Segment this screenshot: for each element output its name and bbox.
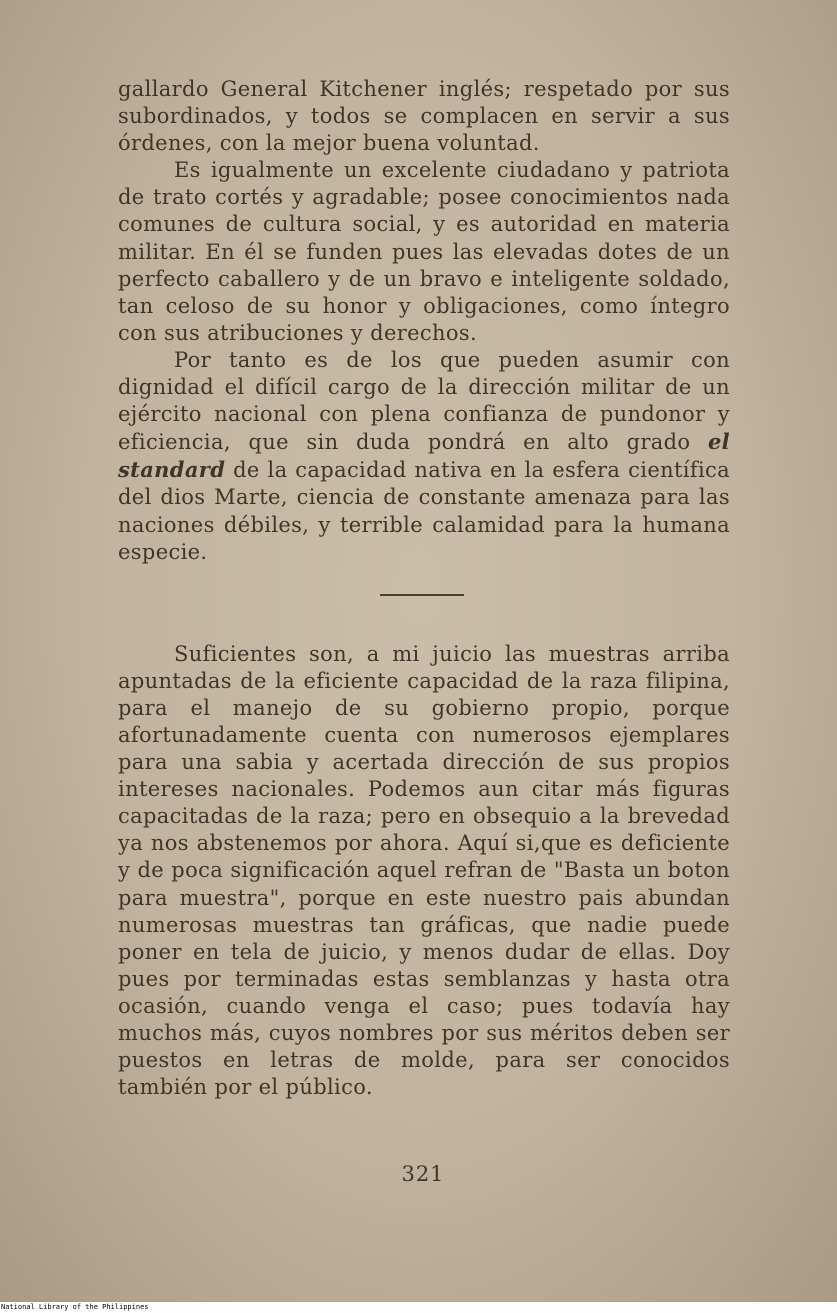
footer-bar <box>0 1302 837 1313</box>
paragraph-conclusion: Suficientes son, a mi juicio las muestras arriba apuntadas de la eficiente capacidad de la raza filipina, para el manejo de su gobierno propio, porque afortunadamente cuenta con numerosos ejemplares para una sabia y acertada dirección de sus propios intereses nacionales. Podemos aun citar más figuras capacitadas de la raza; pero en obsequio a la brevedad ya nos abstenemos por ahora. Aquí si,que es deficiente y de poca significación aquel refran de "Basta un boton para muestra", porque en este nuestro pais abundan numerosas muestras tan gráficas, que nadie puede poner en tela de juicio, y menos dudar de ellas. Doy pues por terminadas estas semblanzas y hasta otra ocasión, cuando venga el caso; pues todavía hay muchos más, cuyos nombres por sus méritos deben ser puestos en letras de molde, para ser conocidos también por el público. <box>118 641 730 1100</box>
emphasis-standard: el standard <box>118 429 730 483</box>
footer-credit: National Library of the Philippines <box>1 1303 149 1311</box>
paragraph-citizen: Es igualmente un excelente ciudadano y patriota de trato cortés y agradable; posee conocimientos nada comunes de cultura social, y es autoridad en materia militar. En él se funden pues las elevadas dotes de un perfecto caballero y de un bravo e inteligente soldado, tan celoso de su honor y obligaciones, como íntegro con sus atribuciones y derechos. <box>118 158 730 345</box>
paragraph-continuation: gallardo General Kitchener inglés; respetado por sus subordinados, y todos se complacen en servir a sus órdenes, con la mejor buena voluntad. <box>118 77 730 156</box>
paragraph-military-direction: Por tanto es de los que pueden asumir con dignidad el difícil cargo de la dirección militar de un ejército nacional con plena confianza de pundonor y eficiencia, que sin duda pondrá en alto grado el standard de la capacidad nativa en la esfera científica del dios Marte, ciencia de constante amenaza para las naciones débiles, y terrible calamidad para la humana especie. <box>118 347 730 564</box>
page-number: 321 <box>401 1162 445 1186</box>
page-text <box>118 76 730 1101</box>
